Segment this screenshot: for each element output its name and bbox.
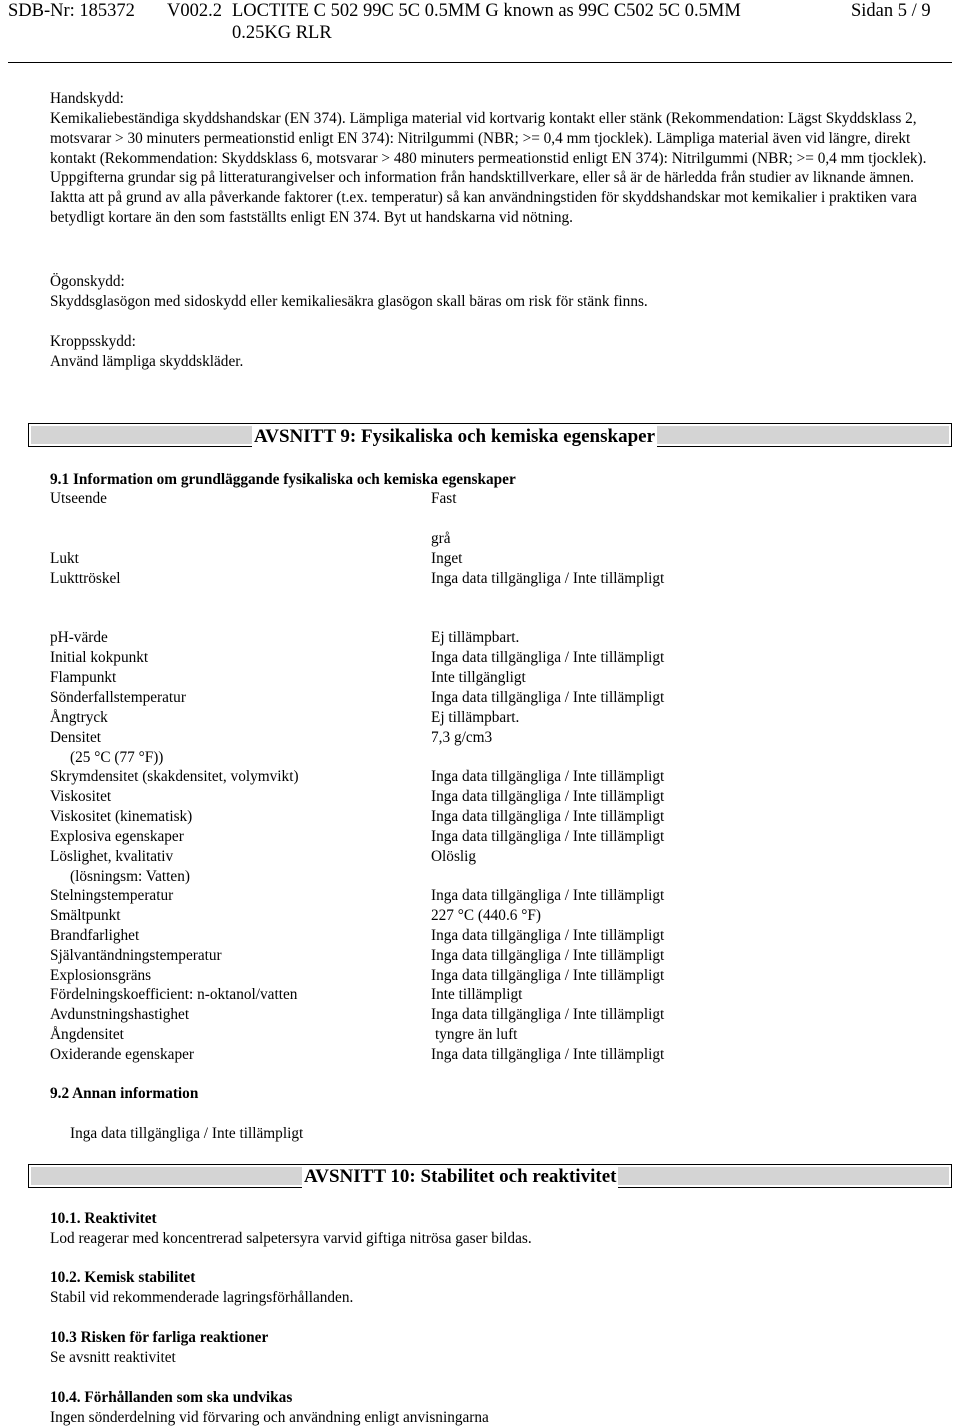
header-divider <box>8 62 952 63</box>
property-label: (lösningsm: Vatten) <box>70 868 190 885</box>
section-10-title: AVSNITT 10: Stabilitet och reaktivitet <box>304 1166 617 1187</box>
property-value: Inga data tillgängliga / Inte tillämpligt <box>431 1006 665 1023</box>
property-label: Explosionsgräns <box>50 967 152 984</box>
property-label: Viskositet <box>50 788 112 805</box>
property-value: Inte tillämpligt <box>431 986 523 1003</box>
property-value: Inga data tillgängliga / Inte tillämpligt <box>431 788 665 805</box>
subsection-heading: 10.4. Förhållanden som ska undvikas <box>50 1389 293 1406</box>
sdb-number: SDB-Nr: 185372 <box>8 1 135 21</box>
property-value: Inga data tillgängliga / Inte tillämpligt <box>431 649 665 666</box>
product-name-line1: LOCTITE C 502 99C 5C 0.5MM G known as 99C C502 5C 0.5MM <box>232 1 741 21</box>
body-protection-head: Kroppsskydd: <box>50 333 136 350</box>
property-value: Inga data tillgängliga / Inte tillämpligt <box>431 570 665 587</box>
subsection-text: Se avsnitt reaktivitet <box>50 1349 176 1366</box>
subsection-text: Lod reagerar med koncentrerad salpetersyra varvid giftiga nitrösa gaser bildas. <box>50 1230 532 1247</box>
property-value: Inget <box>431 550 463 567</box>
property-value: Inga data tillgängliga / Inte tillämpligt <box>431 689 665 706</box>
product-name-line2: 0.25KG RLR <box>232 23 332 43</box>
property-value: 227 °C (440.6 °F) <box>431 907 541 924</box>
property-label: Explosiva egenskaper <box>50 828 184 845</box>
property-label: Initial kokpunkt <box>50 649 149 666</box>
property-value: grå <box>431 530 451 547</box>
property-label: Självantändningstemperatur <box>50 947 222 964</box>
property-value: Inte tillgängligt <box>431 669 526 686</box>
property-label: Flampunkt <box>50 669 117 686</box>
hand-protection-text: Kemikaliebeständiga skyddshandskar (EN 374). Lämpliga material vid kortvarig kontakt eller stänk (Rekommendation: Lägst Skyddsklass 2, motsvarar > 30 minuters permeationstid enligt EN 374): Nitrilgummi (NBR; >= 0,4 mm tjocklek). Lämpliga material även vid längre, direkt kontakt (Rekommendation: Skyddsklass 6, motsvarar > 480 minuters permeationstid enligt EN 374): Nitrilgummi (NBR; >= 0,4 mm tjocklek). Uppgifterna grundar sig på litteraturangivelser och information från handsktillverkare, eller så är de härledda från studier av liknande ämnen. Iaktta att på grund av alla påverkande faktorer (t.ex. temperatur) så kan användningstiden för skyddshandskar mot kemikalier i praktiken vara betydligt kortare än den som fastställts enligt EN 374. Byt ut handskarna vid nötning. <box>50 110 927 226</box>
property-value: Inga data tillgängliga / Inte tillämpligt <box>431 967 665 984</box>
property-label: Ångdensitet <box>50 1026 124 1043</box>
other-information: Inga data tillgängliga / Inte tillämpligt <box>70 1125 304 1142</box>
property-value: tyngre än luft <box>435 1026 518 1043</box>
property-value: Inga data tillgängliga / Inte tillämpligt <box>431 947 665 964</box>
property-value: Fast <box>431 490 457 507</box>
property-label: Utseende <box>50 490 107 507</box>
section-9-2-heading: 9.2 Annan information <box>50 1085 199 1102</box>
property-label: Stelningstemperatur <box>50 887 174 904</box>
property-label: Lukt <box>50 550 79 567</box>
property-value: 7,3 g/cm3 <box>431 729 493 746</box>
property-label: Avdunstningshastighet <box>50 1006 190 1023</box>
property-label: Fördelningskoefficient: n-oktanol/vatten <box>50 986 298 1003</box>
property-value: Olöslig <box>431 848 477 865</box>
property-label: (25 °C (77 °F)) <box>70 749 164 766</box>
section-9-1-heading: 9.1 Information om grundläggande fysikaliska och kemiska egenskaper <box>50 471 516 488</box>
subsection-text: Ingen sönderdelning vid förvaring och användning enligt anvisningarna <box>50 1409 489 1426</box>
property-label: Lukttröskel <box>50 570 121 587</box>
subsection-heading: 10.2. Kemisk stabilitet <box>50 1269 196 1286</box>
body-protection-text: Använd lämpliga skyddskläder. <box>50 353 244 370</box>
eye-protection-text: Skyddsglasögon med sidoskydd eller kemikaliesäkra glasögon skall bäras om risk för stänk finns. <box>50 293 648 310</box>
property-label: Smältpunkt <box>50 907 121 924</box>
subsection-heading: 10.3 Risken för farliga reaktioner <box>50 1329 269 1346</box>
subsection-text: Stabil vid rekommenderade lagringsförhållanden. <box>50 1289 354 1306</box>
property-value: Inga data tillgängliga / Inte tillämpligt <box>431 887 665 904</box>
property-value: Inga data tillgängliga / Inte tillämpligt <box>431 828 665 845</box>
property-value: Inga data tillgängliga / Inte tillämpligt <box>431 768 665 785</box>
property-label: Densitet <box>50 729 101 746</box>
hand-protection-heading: Handskydd: <box>50 90 124 107</box>
version: V002.2 <box>167 1 222 21</box>
property-label: Sönderfallstemperatur <box>50 689 186 706</box>
eye-protection-heading: Ögonskydd: <box>50 273 125 290</box>
property-label: Brandfarlighet <box>50 927 140 944</box>
property-label: Skrymdensitet (skakdensitet, volymvikt) <box>50 768 299 785</box>
property-label: Viskositet (kinematisk) <box>50 808 193 825</box>
property-value: Ej tillämpbart. <box>431 709 520 726</box>
property-label: Oxiderande egenskaper <box>50 1046 194 1063</box>
property-label: Löslighet, kvalitativ <box>50 848 174 865</box>
section-9-title: AVSNITT 9: Fysikaliska och kemiska egenskaper <box>254 426 656 447</box>
property-value: Ej tillämpbart. <box>431 629 520 646</box>
property-label: pH-värde <box>50 629 108 646</box>
property-value: Inga data tillgängliga / Inte tillämpligt <box>431 1046 665 1063</box>
property-label: Ångtryck <box>50 709 108 726</box>
page-number: Sidan 5 / 9 <box>851 1 931 21</box>
property-value: Inga data tillgängliga / Inte tillämpligt <box>431 808 665 825</box>
subsection-heading: 10.1. Reaktivitet <box>50 1210 157 1227</box>
property-value: Inga data tillgängliga / Inte tillämpligt <box>431 927 665 944</box>
